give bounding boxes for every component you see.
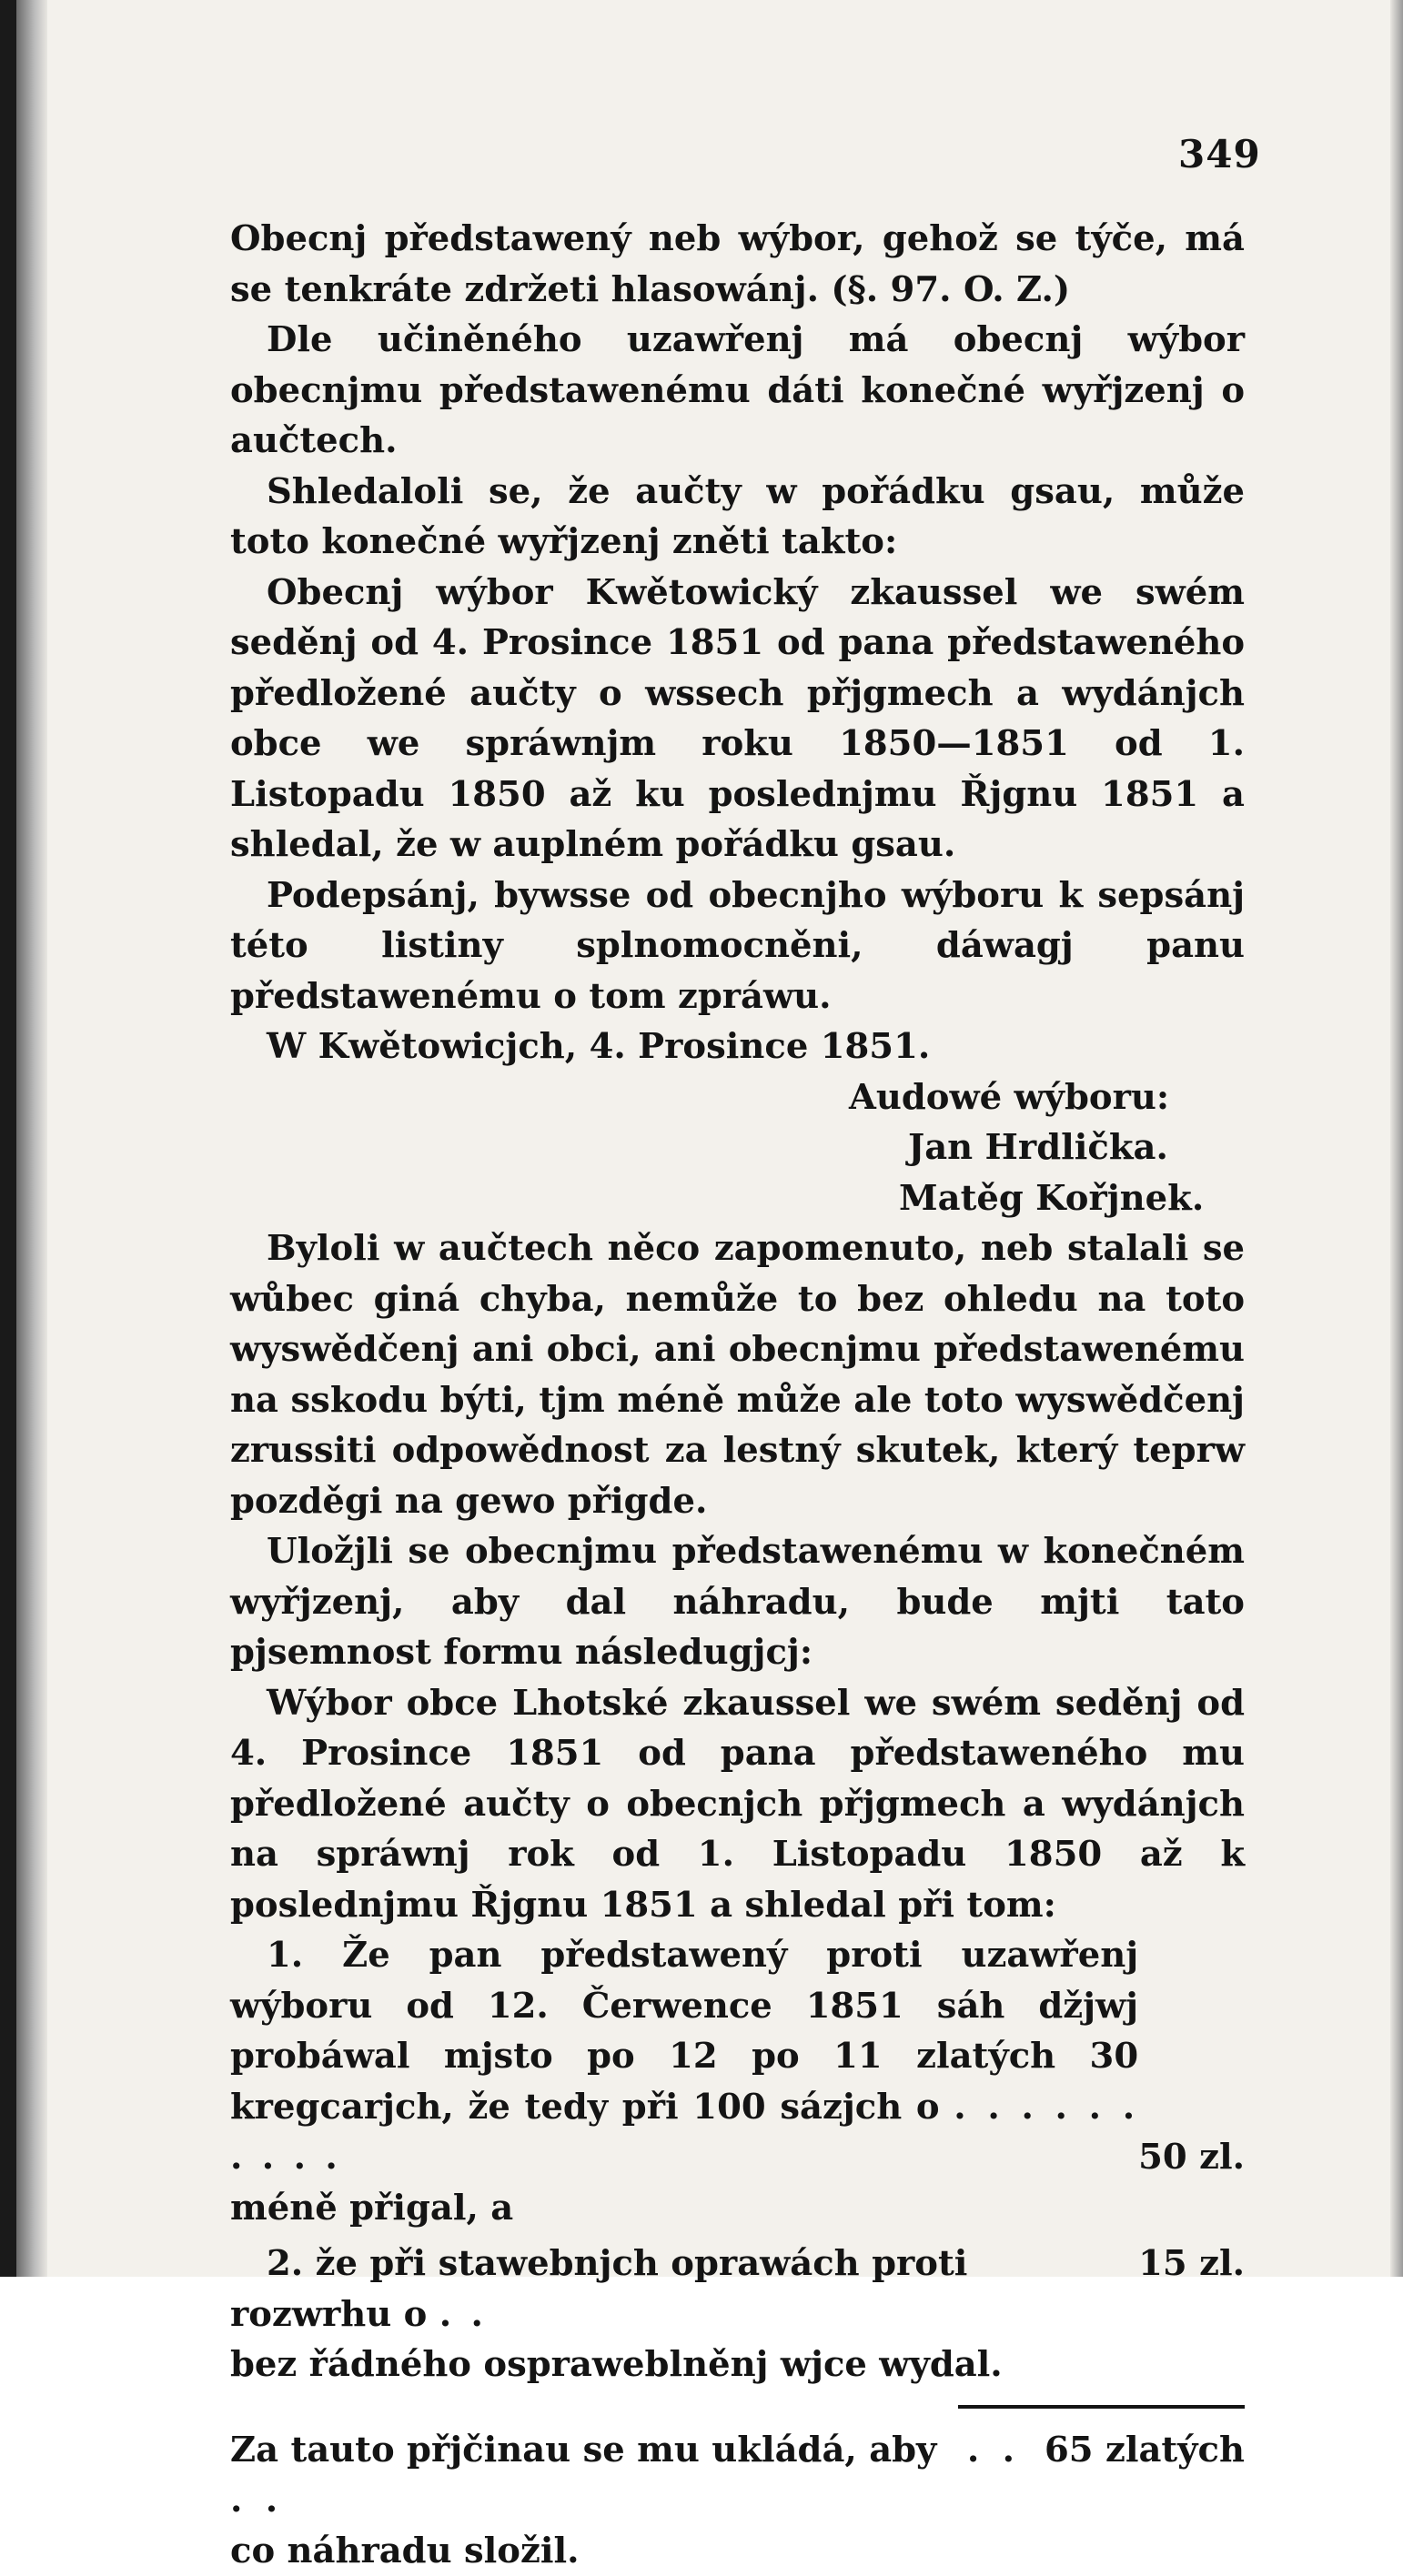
total-amount: 65 zlatých <box>1045 2425 1245 2526</box>
signature-name: Matěg Kořjnek. <box>230 1173 1245 1224</box>
paragraph: Obecnj předstawený neb wýbor, gehož se týče, má se tenkráte zdržeti hlasowánj. (§. 97. O. Z.) <box>230 214 1245 315</box>
total-text: Za tauto přjčinau se mu ukládá, aby <box>230 2430 936 2470</box>
list-item <box>230 2239 1245 2390</box>
paragraph: Obecnj wýbor Kwětowický zkaussel we swém seděnj od 4. Prosince 1851 od pana předstaweného předložené aučty o wssech přjgmech a wydánjch obce we spráwnjm roku 1850—1851 od 1. Listopadu 1850 až ku poslednjmu Řjgnu 1851 a shledal, že w auplném pořádku gsau. <box>230 568 1245 870</box>
paragraph: Wýbor obce Lhotské zkaussel we swém seděnj od 4. Prosince 1851 od pana předstaweného mu předložené aučty o obecnjch přjgmech a wydánjch na spráwnj rok od 1. Listopadu 1850 až k poslednjmu Řjgnu 1851 a shledal při tom: <box>230 1678 1245 1931</box>
place-date-line: W Kwětowicjch, 4. Prosince 1851. <box>230 1021 1245 1072</box>
page-number: 349 <box>1178 132 1261 176</box>
item-dots: . . . . . . . . . . <box>230 2087 1138 2179</box>
signature-name: Jan Hrdlička. <box>230 1122 1245 1173</box>
scan-edge-right <box>1390 0 1403 2277</box>
page-body <box>230 214 1245 2576</box>
item-amount: 50 zl. <box>1138 2132 1245 2183</box>
total-dots: . . . . <box>230 2430 1020 2521</box>
total-line <box>230 2425 1245 2576</box>
sum-rule <box>958 2405 1245 2409</box>
item-amount: 15 zl. <box>1138 2239 1245 2340</box>
paragraph: Byloli w aučtech něco zapomenuto, neb stalali se wůbec giná chyba, nemůže to bez ohledu na toto wyswědčenj ani obci, ani obecnjmu předstawenému na sskodu býti, tjm méně může ale toto wyswědčenj zrussiti odpowědnost za lestný skutek, který teprw pozděgi na gewo přigde. <box>230 1223 1245 1526</box>
signature-heading: Audowé wýboru: <box>230 1072 1245 1123</box>
item-text: 2. že při stawebnjch oprawách proti rozwrhu o <box>230 2243 967 2335</box>
list-item <box>230 1930 1245 2233</box>
item-text: 1. Že pan předstawený proti uzawřenj wýboru od 12. Čerwence 1851 sáh džjwj probáwal mjsto po 12 po 11 zlatých 30 kregcarjch, že tedy při 100 sázjch o <box>230 1935 1138 2128</box>
paragraph: Uložjli se obecnjmu předstawenému w konečném wyřjzenj, aby dal náhradu, bude mjti tato pjsemnost formu následugjcj: <box>230 1526 1245 1678</box>
item-tail: méně přigal, a <box>230 2183 1245 2234</box>
paragraph: Shledaloli se, že aučty w pořádku gsau, může toto konečné wyřjzenj zněti takto: <box>230 467 1245 568</box>
scan-edge-left <box>0 0 16 2277</box>
item-tail: bez řádného ospraweblněnj wjce wydal. <box>230 2340 1245 2390</box>
paragraph: Podepsánj, bywsse od obecnjho wýboru k sepsánj této listiny splnomocněni, dáwagj panu předstawenému o tom zpráwu. <box>230 870 1245 1022</box>
item-dots: . . <box>439 2294 487 2335</box>
paragraph: Dle učiněného uzawřenj má obecnj wýbor obecnjmu předstawenému dáti konečné wyřjzenj o aučtech. <box>230 315 1245 467</box>
total-tail: co náhradu složil. <box>230 2526 1245 2576</box>
scan-shadow-left <box>16 0 47 2277</box>
